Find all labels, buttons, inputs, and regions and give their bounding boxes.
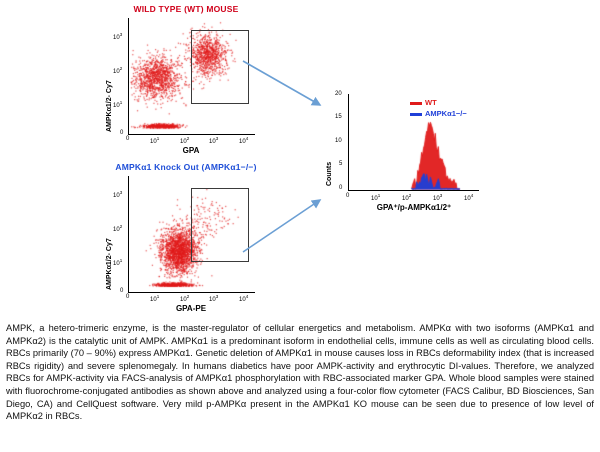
wt-y-tick-2: $10^2$ [113, 66, 123, 75]
wt-x-axis-label: GPA [182, 146, 200, 155]
ko-panel-title: AMPKα1 Knock Out (AMPKα1−/−) [115, 162, 257, 172]
arrow-ko-to-histogram [240, 190, 330, 260]
hist-x-tick-2: $10^2$ [402, 193, 412, 202]
hist-x-tick-3: $10^3$ [433, 193, 443, 202]
ko-y-tick-0: 0 [120, 288, 124, 294]
ko-y-tick-3: $10^3$ [113, 190, 123, 199]
histogram-panel [318, 88, 498, 228]
legend-swatch-ko [410, 113, 422, 116]
ko-plot-area [128, 176, 255, 293]
legend-item-ko [410, 109, 467, 119]
hist-legend [410, 98, 467, 120]
wt-y-axis-label: AMPKα1/2- Cy7 [106, 80, 113, 132]
ko-x-tick-4: $10^4$ [239, 294, 249, 303]
wt-panel-title: WILD TYPE (WT) MOUSE [133, 4, 239, 14]
wt-y-tick-1: $10^1$ [113, 100, 123, 109]
wt-y-tick-3: $10^3$ [113, 32, 123, 41]
wt-x-tick-1: $10^1$ [150, 136, 160, 145]
legend-label-wt: WT [425, 98, 437, 107]
hist-x-axis-label: GPA⁺/p-AMPKα1/2⁺ [376, 203, 452, 212]
ko-y-tick-2: $10^2$ [113, 224, 123, 233]
legend-item-wt [410, 98, 467, 108]
hist-y-tick-0: 0 [339, 185, 343, 191]
wt-x-tick-0: 0 [126, 136, 130, 142]
hist-y-axis-label: Counts [326, 161, 333, 186]
legend-label-ko: AMPKα1−/− [425, 109, 467, 118]
hist-y-tick-15: 15 [335, 114, 342, 120]
ko-x-tick-1: $10^1$ [150, 294, 160, 303]
ko-y-axis-label: AMPKα1/2- Cy7 [106, 238, 113, 290]
legend-swatch-wt [410, 102, 422, 105]
wt-y-tick-0: 0 [120, 130, 124, 136]
ko-x-tick-2: $10^2$ [180, 294, 190, 303]
wt-plot-area [128, 18, 255, 135]
hist-x-tick-0: 0 [346, 193, 350, 199]
hist-y-tick-10: 10 [335, 138, 342, 144]
wt-x-tick-2: $10^2$ [180, 136, 190, 145]
hist-x-tick-4: $10^4$ [464, 193, 474, 202]
arrow-wt-to-histogram [240, 55, 330, 115]
wt-x-tick-3: $10^3$ [209, 136, 219, 145]
figure-caption: AMPK, a hetero-trimeric enzyme, is the master-regulator of cellular energetics and metabolism. AMPKα with two isoforms (AMPKα1 and AMPKα2) is the catalytic unit of AMPK. AMPKα1 is a predominant isoform in endothelial cells, immune cells as well as circulating blood cells. RBCs primarily (70 – 90%) express AMPKα1. Genetic deletion of AMPKα1 in mouse causes loss in RBCs deformability index (that is increased RBCs rigidity) and severe splenomegaly. In humans diabetics have poor AMPK-activity and erythrocytic DI-values. Therefore, we analyzed RBCs for AMPK-activity via FACS-analysis of AMPKα1 phosphorylation with RBC-associated marker GPA. Whole blood samples were stained with fluorochrome-conjugated antibodies as shown above and analyzed using a four-color flow cytometer (FACS Calibur, BD Biosciences, San Diego, CA) and CellQuest software. Very mild p-AMPKα present in the AMPKα1 KO mouse can be seen due to presence of low level of AMPKα2 in RBCs. [6, 323, 594, 422]
wt-x-tick-4: $10^4$ [239, 136, 249, 145]
ko-x-axis-label: GPA-PE [175, 304, 207, 313]
hist-x-tick-1: $10^1$ [371, 193, 381, 202]
ko-x-tick-3: $10^3$ [209, 294, 219, 303]
hist-y-tick-5: 5 [339, 161, 343, 167]
ko-y-tick-1: $10^1$ [113, 258, 123, 267]
ko-x-tick-0: 0 [126, 294, 130, 300]
hist-y-tick-20: 20 [335, 91, 342, 97]
